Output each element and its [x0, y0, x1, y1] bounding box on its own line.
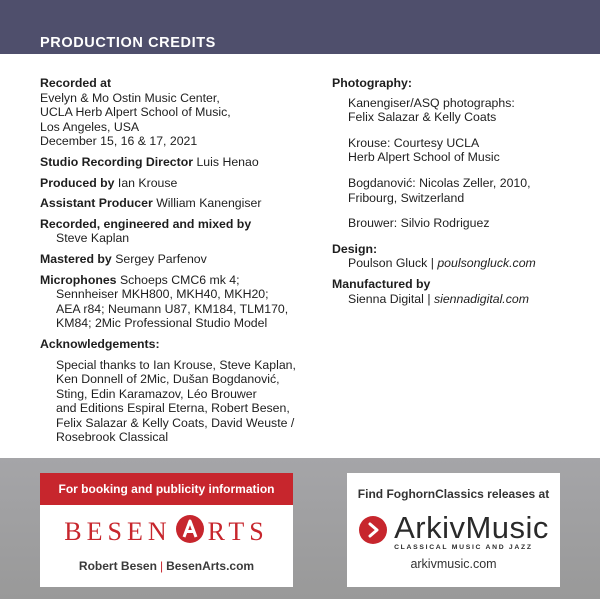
recorded-line: UCLA Herb Alpert School of Music,	[40, 105, 231, 120]
find-releases-text: Find FoghornClassics releases at	[357, 487, 550, 501]
acknowledgements-line: Rosebrook Classical	[56, 430, 169, 445]
microphones-label: Microphones	[40, 272, 117, 287]
footer-band	[0, 458, 600, 599]
manufactured-entry	[332, 277, 572, 306]
credits-left-column	[40, 76, 320, 451]
microphones-first: Schoeps CMC6 mk 4;	[119, 272, 240, 287]
arkiv-play-logo-icon	[358, 515, 388, 550]
arkiv-wordmark: ArkivMusic	[394, 510, 549, 545]
recorded-entry	[40, 76, 320, 149]
besen-name: Robert Besen	[78, 559, 157, 573]
besen-caption	[40, 559, 293, 573]
design-entry	[332, 242, 572, 271]
logo-text-left: BESEN	[64, 517, 172, 546]
besen-arts-logo	[40, 515, 293, 549]
recorded-line: Evelyn & Mo Ostin Music Center,	[40, 90, 220, 105]
mastered-entry	[40, 252, 320, 267]
manufactured-name: Sienna Digital	[348, 291, 424, 306]
photo-credit-line: Felix Salazar & Kelly Coats	[348, 110, 497, 125]
credits-right-column	[332, 76, 572, 312]
produced-label: Produced by	[40, 175, 115, 190]
photo-credit-line: Bogdanović: Nicolas Zeller, 2010,	[348, 175, 531, 190]
mastered-value: Sergey Parfenov	[115, 251, 207, 266]
acknowledgements-entry	[40, 337, 320, 445]
microphones-line: AEA r84; Neumann U87, KM184, TLM170,	[56, 301, 289, 316]
acknowledgements-line: and Editions Espiral Eterna, Robert Besen,	[56, 401, 290, 416]
logo-text-right: RTS	[207, 517, 269, 546]
studio-director-label: Studio Recording Director	[40, 154, 194, 169]
acknowledgements-line: Ken Donnell of 2Mic, Dušan Bogdanović,	[56, 372, 280, 387]
assistant-producer-value: William Kanengiser	[156, 196, 262, 211]
header-bar	[0, 0, 600, 54]
photo-credit-line: Kanengiser/ASQ photographs:	[348, 95, 515, 110]
circle-a-logo-icon	[175, 514, 205, 551]
produced-entry	[40, 176, 320, 191]
acknowledgements-line: Felix Salazar & Kelly Coats, David Weuste /	[56, 415, 295, 430]
photo-credit	[332, 216, 572, 231]
photo-credit-line: Brouwer: Silvio Rodriguez	[348, 216, 490, 231]
manufactured-link[interactable]: siennadigital.com	[433, 291, 529, 306]
photography-entry	[332, 76, 572, 231]
assistant-producer-label: Assistant Producer	[40, 196, 153, 211]
engineered-entry	[40, 217, 320, 246]
studio-director-value: Luis Henao	[196, 154, 259, 169]
booking-banner: For booking and publicity information	[40, 473, 293, 505]
design-label: Design:	[332, 241, 378, 256]
besen-site[interactable]: BesenArts.com	[166, 559, 255, 573]
engineered-label: Recorded, engineered and mixed by	[40, 216, 252, 231]
arkiv-music-card[interactable]	[347, 473, 560, 587]
manufactured-label: Manufactured by	[332, 276, 431, 291]
engineered-value: Steve Kaplan	[56, 231, 130, 246]
acknowledgements-label: Acknowledgements:	[40, 336, 160, 351]
separator: |	[427, 291, 431, 306]
studio-director-entry	[40, 155, 320, 170]
design-link[interactable]: poulsongluck.com	[437, 256, 536, 271]
arkiv-tagline: CLASSICAL MUSIC AND JAZZ	[394, 544, 533, 551]
photo-credit-line: Krouse: Courtesy UCLA	[348, 135, 480, 150]
photo-credit	[332, 176, 572, 205]
acknowledgements-line: Special thanks to Ian Krouse, Steve Kaplan,	[56, 357, 296, 372]
microphones-line: Sennheiser MKH800, MKH40, MKH20;	[56, 287, 269, 302]
separator: |	[159, 559, 164, 573]
mastered-label: Mastered by	[40, 251, 112, 266]
photo-credit	[332, 136, 572, 165]
page-title: PRODUCTION CREDITS	[40, 35, 216, 51]
photo-credit-line: Herb Alpert School of Music	[348, 150, 500, 165]
arkiv-music-logo	[347, 512, 560, 552]
besen-arts-card[interactable]	[40, 473, 293, 587]
separator: |	[430, 256, 434, 271]
arkiv-site-link[interactable]: arkivmusic.com	[410, 557, 497, 571]
photo-credit	[332, 96, 572, 125]
photo-credit-line: Fribourg, Switzerland	[348, 190, 465, 205]
recorded-label: Recorded at	[40, 76, 112, 90]
recorded-line: December 15, 16 & 17, 2021	[40, 134, 198, 149]
design-name: Poulson Gluck	[348, 256, 428, 271]
microphones-line: KM84; 2Mic Professional Studio Model	[56, 316, 268, 331]
produced-value: Ian Krouse	[117, 175, 178, 190]
recorded-line: Los Angeles, USA	[40, 119, 140, 134]
acknowledgements-line: Sting, Edin Karamazov, Léo Brouwer	[56, 386, 257, 401]
microphones-entry	[40, 273, 320, 331]
photography-label: Photography:	[332, 76, 412, 90]
assistant-producer-entry	[40, 196, 320, 211]
